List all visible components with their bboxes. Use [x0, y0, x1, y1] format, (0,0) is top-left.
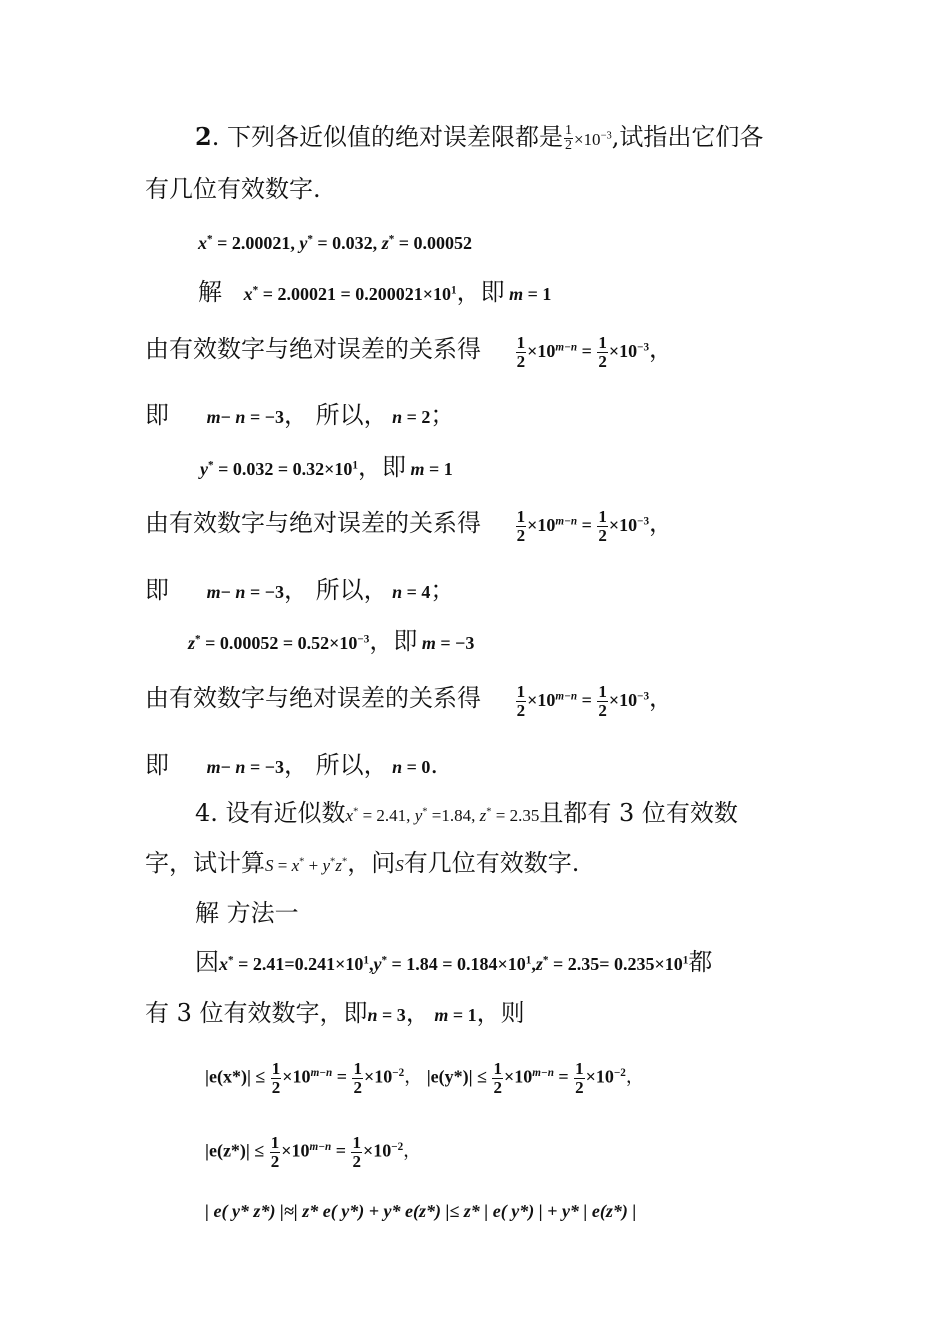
result-line-3: 即 m− n = −3， 所以， n = 0. — [145, 751, 439, 779]
q2-sol-x: 解 $x^* = 2.00021 = 0.200021\times 10^1$，即 m = 1 — [198, 278, 552, 306]
solution-label: 解 — [198, 278, 222, 306]
q2-sol-z: $z^* = 0.00052 = 0.52\times 10^{-3}$，即 m = −3 — [188, 627, 475, 655]
q2-line1 — [195, 122, 763, 155]
q2-sol-y: $y^* = 0.032 = 0.32\times 10^1$，即 m = 1 — [200, 453, 453, 481]
q2-bound: $\times 10^{-3}$ — [573, 130, 612, 149]
result-line-2: 即 m− n = −3， 所以， n = 4； — [145, 576, 455, 604]
q4-line4: 因$x^* = 2.41=0.241\times 10^1,y^* = 1.84 = 0.184\times 10^1,z^* = 2.35= 0.235\times 10^1$都 — [195, 948, 713, 976]
half-fraction: $\frac{1}{2}$ — [564, 123, 572, 153]
q2-line2: 有几位有效数字. — [145, 175, 321, 203]
error-product-estimate: | e( y* z*) |≈| z* e( y*) + y* e(z*) |≤ z* | e( y*) | + y* | e(z*) | — [205, 1201, 637, 1221]
q4-line2: 字，试计算S = x* + y*z*，问S有几位有效数字. — [145, 849, 580, 877]
err-z: |e(z*)| ≤ $\frac{1}{2}$ $\times 10^{m-n}$ = $\frac{1}{2}$ $\times 10^{-2}$， — [205, 1133, 422, 1171]
q2-stem: . 下列各近似值的绝对误差限都是 — [211, 123, 563, 151]
relation-line-1: 由有效数字与绝对误差的关系得 $\frac{1}{2}$ $\times 10^{m-n}$ = $\frac{1}{2}$ $\times 10^{-3}$， — [145, 333, 674, 372]
relation-line-2: 由有效数字与绝对误差的关系得 $\frac{1}{2}$ $\times 10^{m-n}$ = $\frac{1}{2}$ $\times 10^{-3}$， — [145, 507, 674, 546]
err-xy: |e(x*)| ≤ $\frac{1}{2}$ $\times 10^{m-n}$ = $\frac{1}{2}$ $\times 10^{-2}$， |e(y*)| ≤ $\frac{1}{2}$ $\times 10^{m-n}$ = $\frac{1}{2}$ $\times 10^{-2}$， — [205, 1059, 644, 1097]
result-line-1: 即 m− n = −3， 所以， n = 2； — [145, 401, 455, 429]
q2-stem-end: ,试指出它们各 — [611, 123, 764, 151]
q2-number: 2 — [195, 122, 212, 151]
q4-line1: 4. 设有近似数x* = 2.41, y* =1.84, z* = 2.35且都有 3 位有效数 — [195, 799, 738, 827]
q4-solution-label: 解 方法一 — [195, 899, 299, 927]
q2-given: x* = 2.00021, y* = 0.032, z* = 0.00052 — [198, 233, 473, 253]
q4-line5: 有 3 位有效数字，即n = 3， m = 1，则 — [145, 999, 525, 1027]
relation-line-3: 由有效数字与绝对误差的关系得 $\frac{1}{2}$ $\times 10^{m-n}$ = $\frac{1}{2}$ $\times 10^{-3}$， — [145, 682, 674, 721]
